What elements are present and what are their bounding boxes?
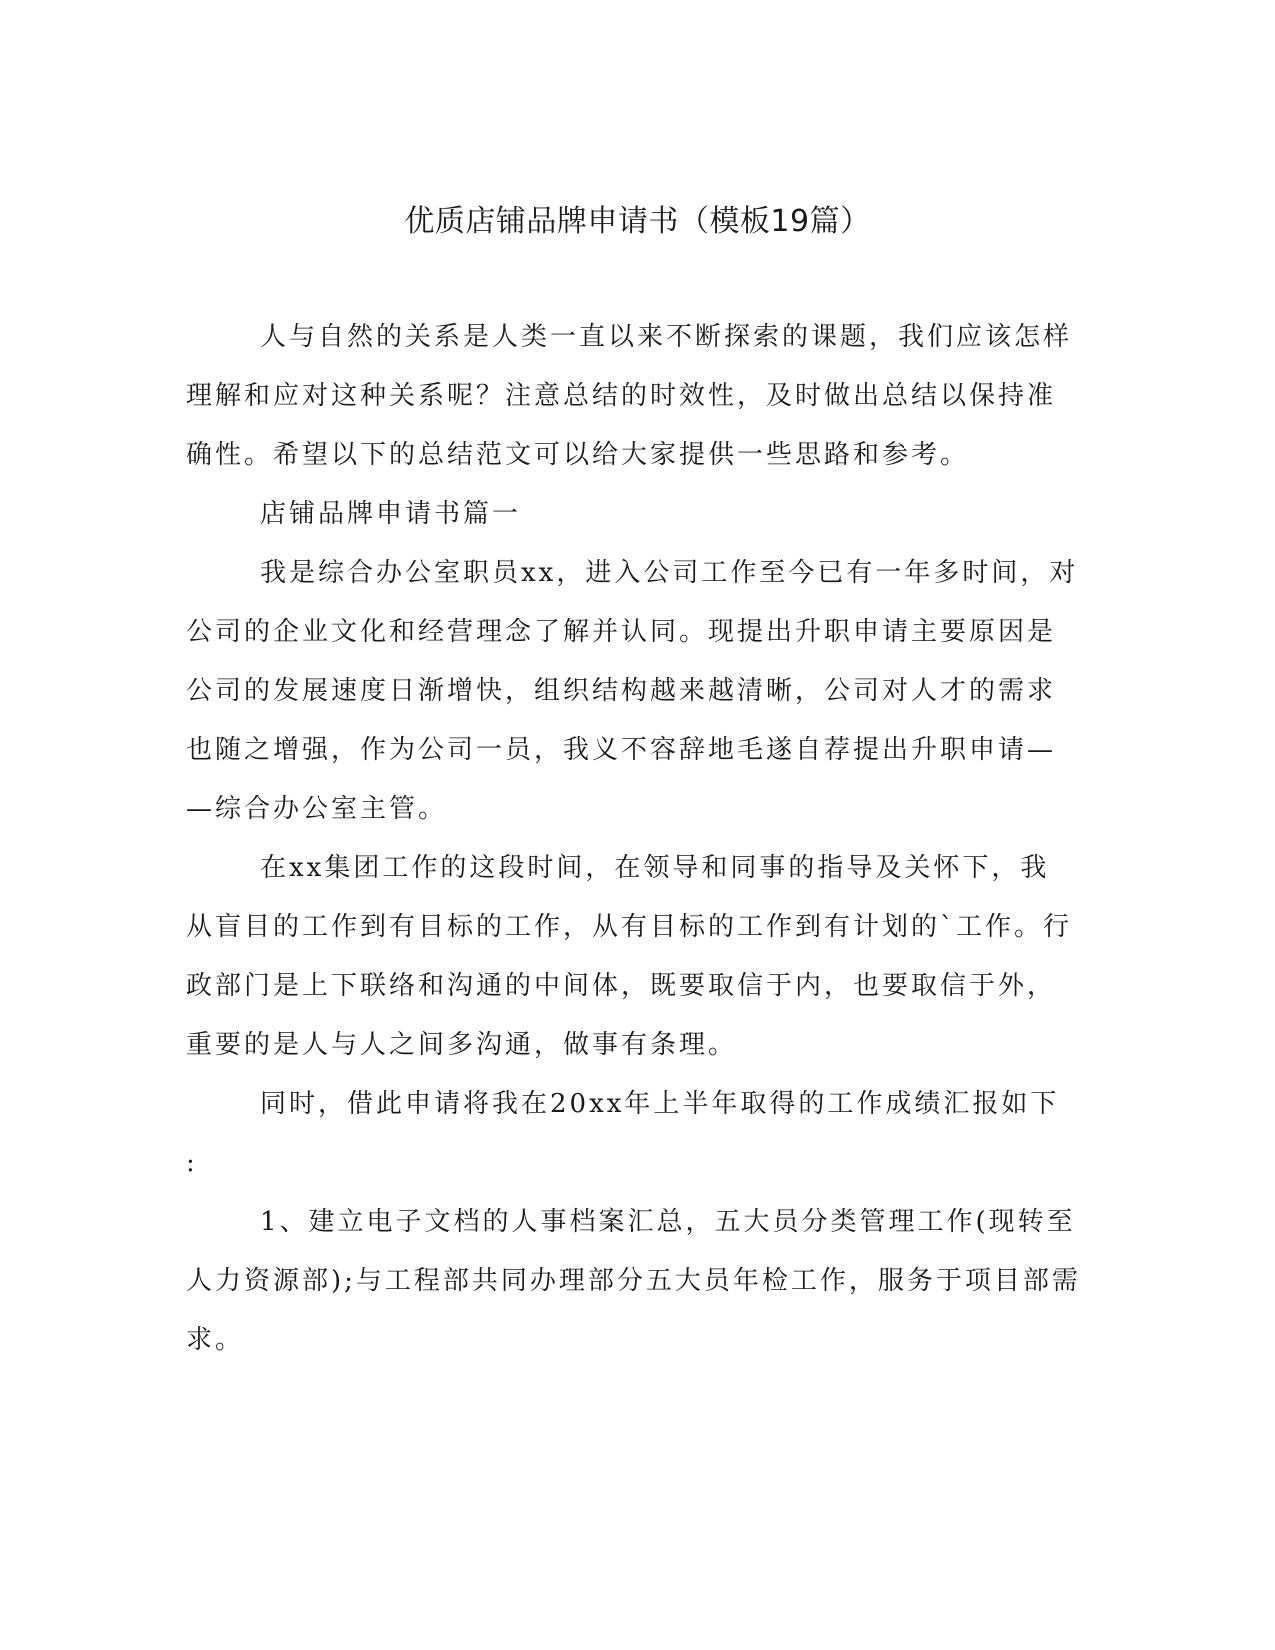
section-heading-text: 店铺品牌申请书篇一 <box>260 499 522 529</box>
text-line: : <box>186 1148 198 1178</box>
text-line: 理解和应对这种关系呢？注意总结的时效性，及时做出总结以保持准 <box>186 381 1057 411</box>
text-line: 同时，借此申请将我在20xx年上半年取得的工作成绩汇报如下 <box>260 1089 1060 1119</box>
text-line: 也随之增强，作为公司一员，我义不容辞地毛遂自荐提出升职申请— <box>186 735 1057 765</box>
text-line: 人与自然的关系是人类一直以来不断探索的课题，我们应该怎样 <box>260 322 1073 352</box>
text-line: 我是综合办公室职员xx，进入公司工作至今已有一年多时间，对 <box>260 558 1079 588</box>
text-line: 在xx集团工作的这段时间，在领导和同事的指导及关怀下，我 <box>260 853 1050 883</box>
text-line: 求。 <box>186 1325 245 1355</box>
paragraph-experience <box>186 839 1073 1075</box>
text-line: 确性。希望以下的总结范文可以给大家提供一些思路和参考。 <box>186 440 970 470</box>
text-line: 公司的发展速度日渐增快，组织结构越来越清晰，公司对人才的需求 <box>186 676 1057 706</box>
paragraph-intro <box>186 308 1073 485</box>
text-line: 1、建立电子文档的人事档案汇总，五大员分类管理工作(现转至 <box>260 1207 1076 1237</box>
text-line: 重要的是人与人之间多沟通，做事有条理。 <box>186 1030 738 1060</box>
text-line: 政部门是上下联络和沟通的中间体，既要取信于内，也要取信于外， <box>186 971 1057 1001</box>
paragraph-report-intro <box>186 1075 1060 1193</box>
document-body <box>186 308 1081 1370</box>
section-heading <box>186 485 1046 544</box>
text-line: 从盲目的工作到有目标的工作，从有目标的工作到有计划的`工作。行 <box>186 912 1073 942</box>
paragraph-application <box>186 544 1079 839</box>
text-line: —综合办公室主管。 <box>186 794 448 824</box>
document-title: 优质店铺品牌申请书（模板19篇） <box>404 204 871 239</box>
text-line: 公司的企业文化和经营理念了解并认同。现提出升职申请主要原因是 <box>186 617 1057 647</box>
text-line: 人力资源部);与工程部共同办理部分五大员年检工作，服务于项目部需 <box>186 1266 1081 1296</box>
paragraph-item-1 <box>186 1193 1081 1370</box>
